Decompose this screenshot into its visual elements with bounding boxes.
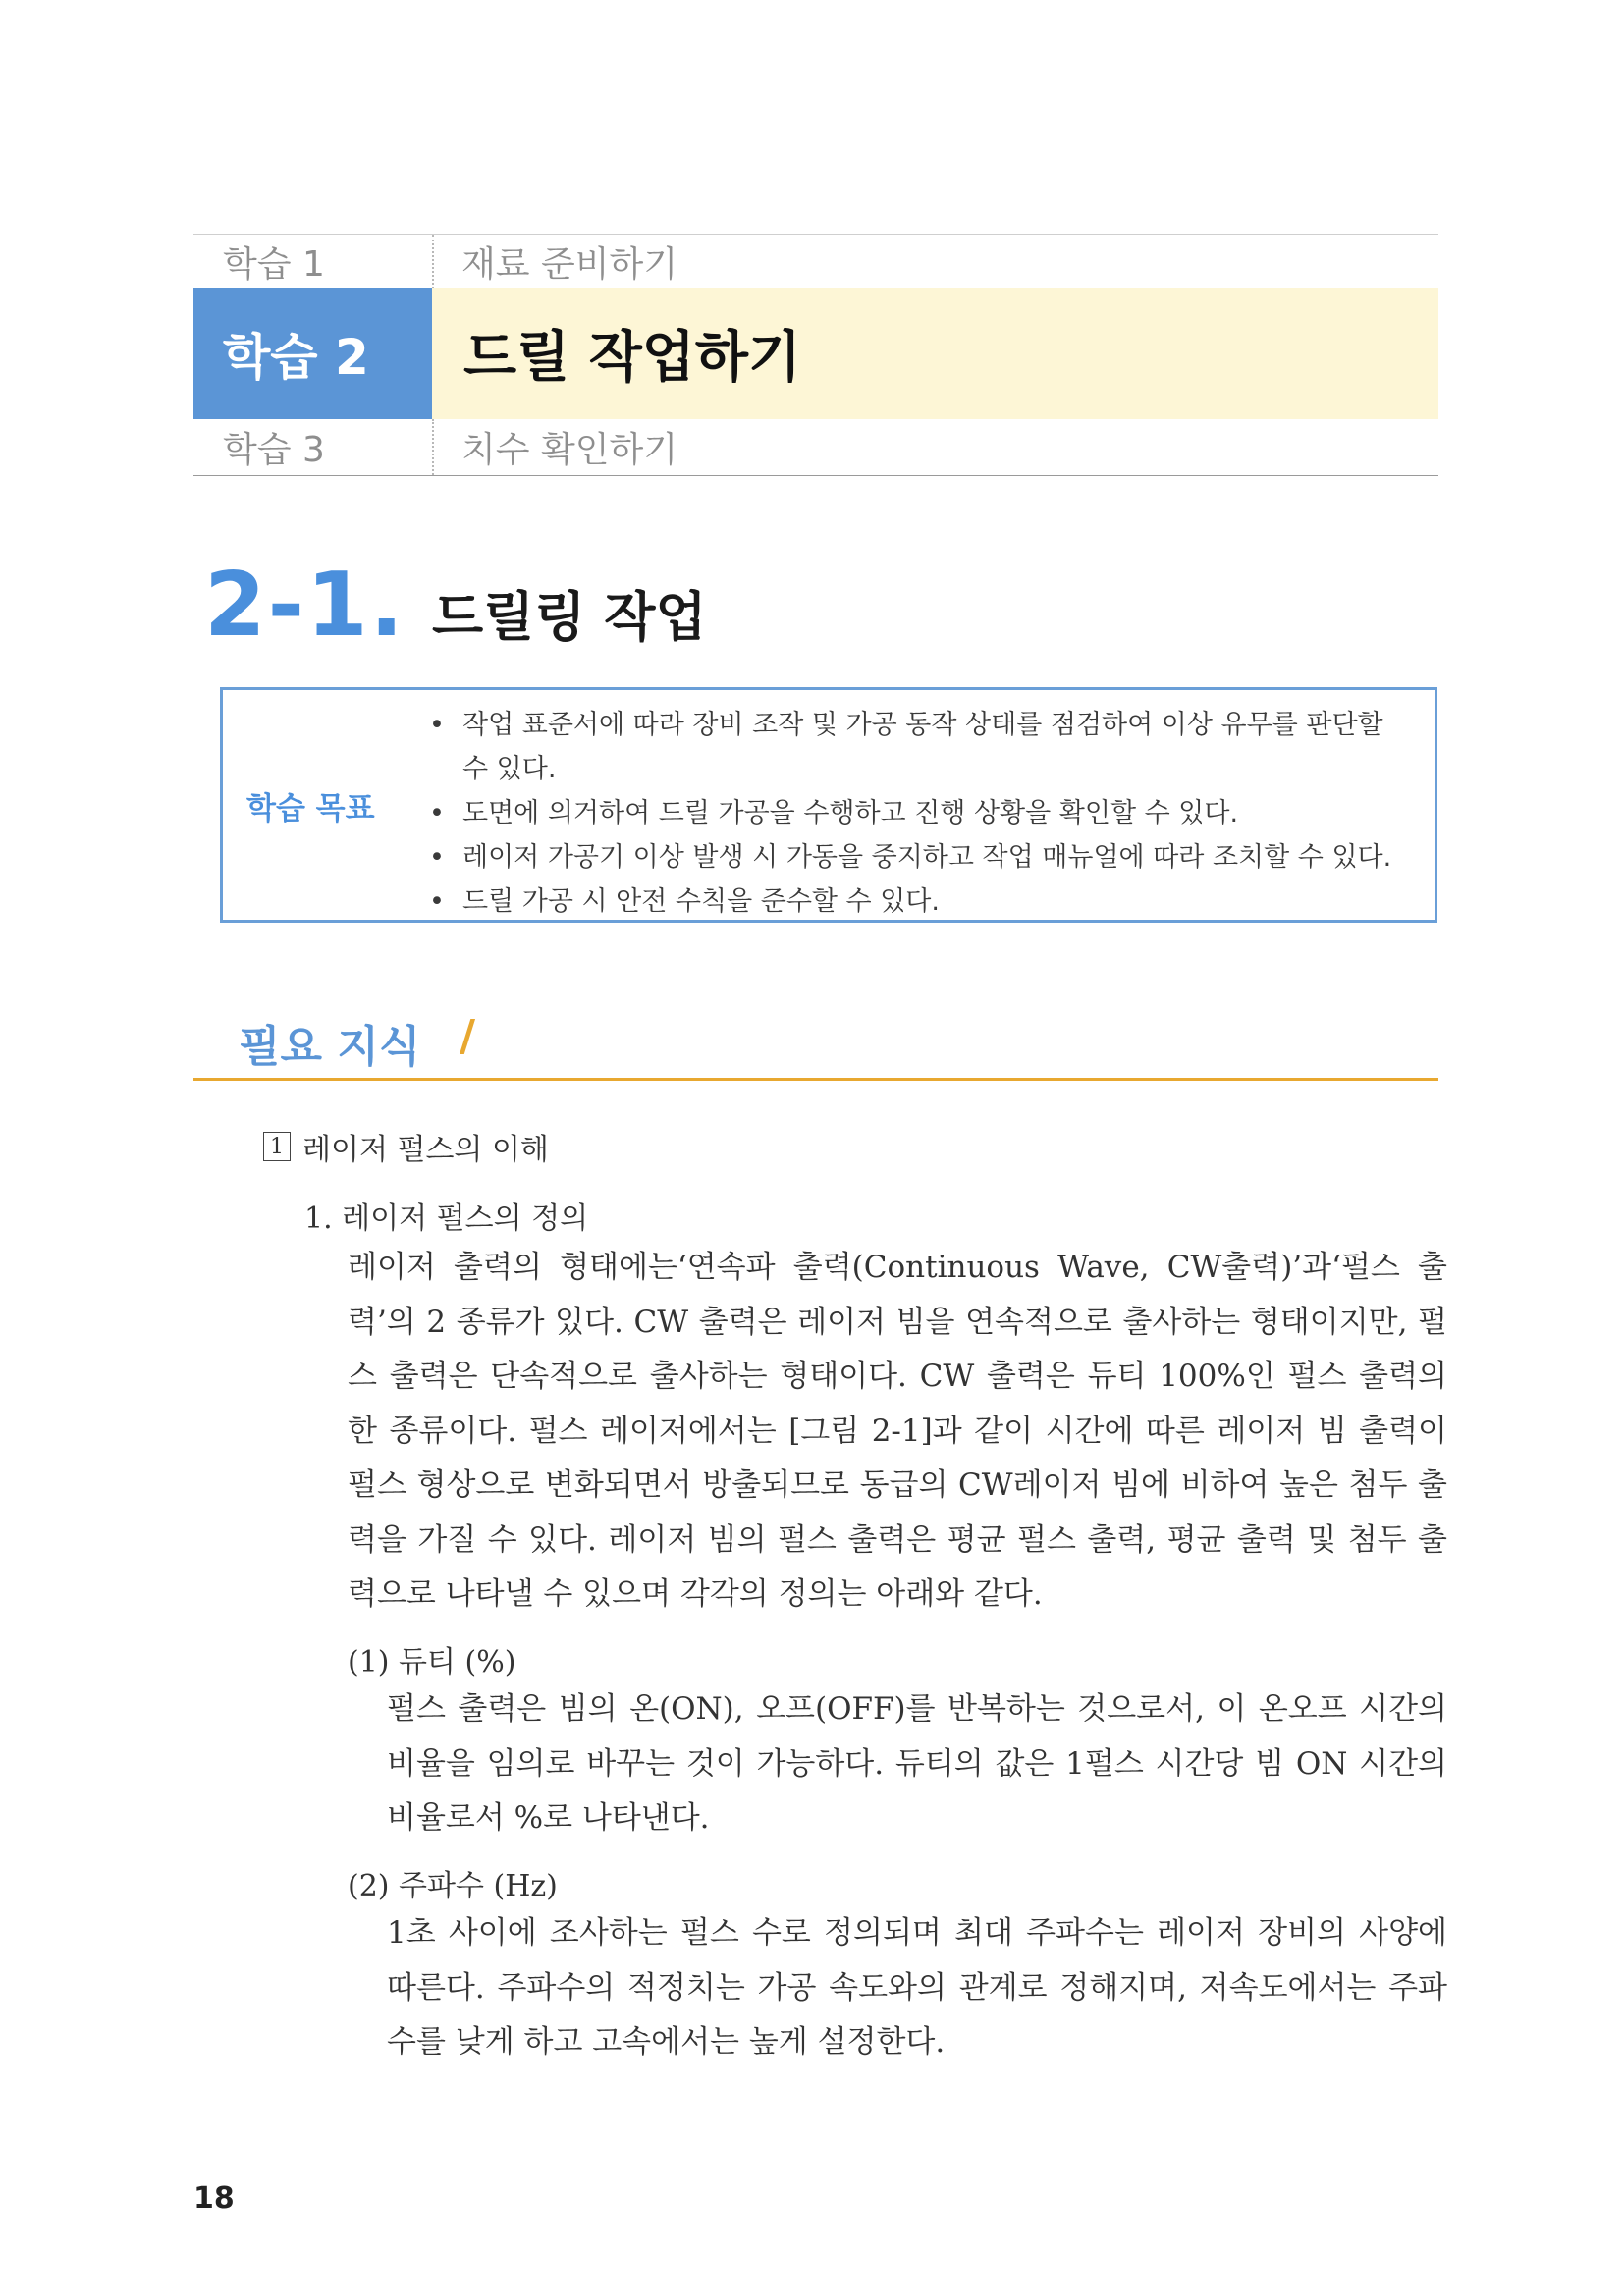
objectives-list [429,703,1401,924]
learning-unit-table [193,234,1438,475]
page-number: 18 [193,2181,235,2216]
topic-title: 레이저 펄스의 이해 [302,1133,549,1167]
intro-paragraph: 레이저 출력의 형태에는‘연속파 출력(Continuous Wave, CW출력)’과‘펄스 출력’의 2 종류가 있다. CW 출력은 레이저 빔을 연속적으로 출사하는 형태이지만, 펄스 출력은 단속적으로 출사하는 형태이다. CW 출력은 듀티 100%인 펄스 출력의 한 종류이다. 펄스 레이저에서는 [그림 2-1]과 같이 시간에 따른 레이저 빔 출력이 펄스 형상으로 변화되면서 방출되므로 동급의 CW레이저 빔에 비하여 높은 첨두 출력을 가질 수 있다. 레이저 빔의 펄스 출력은 평균 펄스 출력, 평균 출력 및 첨두 출력으로 나타낼 수 있으며 각각의 정의는 아래와 같다. [348,1250,1447,1612]
heading-slash-decoration: / [460,1011,476,1061]
objective-item: • 도면에 의거하여 드릴 가공을 수행하고 진행 상황을 확인할 수 있다. [429,791,1401,835]
unit-number: 학습 3 [223,430,325,470]
frequency-heading: (2) 주파수 (Hz) [348,1869,558,1903]
unit-row-3 [193,419,1438,476]
duty-heading: (1) 듀티 (%) [348,1645,516,1680]
heading-underline [193,1078,1438,1081]
frequency-paragraph: 1초 사이에 조사하는 펄스 수로 정의되며 최대 주파수는 레이저 장비의 사양에 따른다. 주파수의 적정치는 가공 속도와의 관계로 정해지며, 저속도에서는 주파수를 낮게 하고 고속에서는 높게 설정한다. [387,1915,1447,2059]
topic-number-box: 1 [263,1132,291,1161]
required-knowledge-title: 필요 지식 [239,1022,421,1072]
subsection-heading: 1. 레이저 펄스의 정의 [304,1201,589,1236]
duty-paragraph: 펄스 출력은 빔의 온(ON), 오프(OFF)를 반복하는 것으로서, 이 온오프 시간의 비율을 임의로 바꾸는 것이 가능하다. 듀티의 값은 1펄스 시간당 빔 ON 시간의 비율로서 %로 나타낸다. [387,1691,1447,1836]
unit-row-1 [193,234,1438,289]
objective-item: • 드릴 가공 시 안전 수칙을 준수할 수 있다. [429,880,1401,924]
unit-number: 학습 1 [223,244,325,285]
unit-title: 재료 준비하기 [432,235,1438,289]
unit-number: 학습 2 [193,288,432,419]
section-title: 드릴링 작업 [432,586,707,648]
unit-row-2-current [193,288,1438,419]
learning-objectives-box [220,687,1437,923]
topic-heading [263,1125,549,1168]
objective-item: • 레이저 가공기 이상 발생 시 가동을 중지하고 작업 매뉴얼에 따라 조치할 수 있다. [429,835,1401,880]
objective-item: • 작업 표준서에 따라 장비 조작 및 가공 동작 상태를 점검하여 이상 유무를 판단할 수 있다. [429,703,1401,791]
objectives-label: 학습 목표 [246,790,375,827]
unit-title: 드릴 작업하기 [432,288,1438,419]
unit-title: 치수 확인하기 [432,419,1438,475]
section-number: 2-1. [204,554,406,657]
